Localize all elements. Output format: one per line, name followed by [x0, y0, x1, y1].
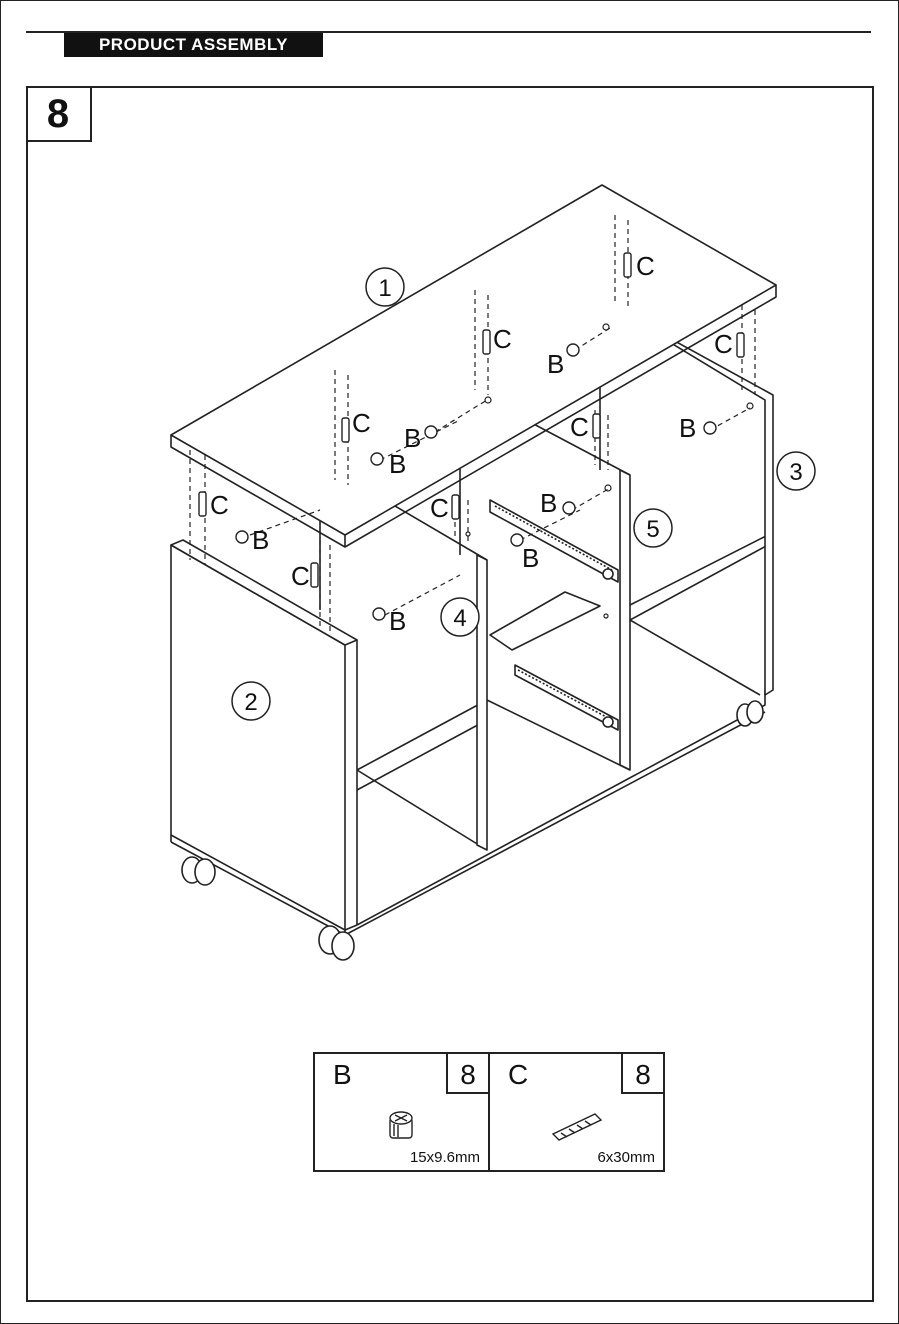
part-cell-b — [315, 1054, 488, 1170]
castor-back-right — [737, 701, 763, 726]
callout-top-panel: 1 — [378, 275, 392, 302]
right-divider-panel — [620, 470, 630, 770]
label-c: C — [291, 561, 310, 591]
part-letter: B — [333, 1059, 352, 1090]
part-quantity: 8 — [621, 1054, 663, 1094]
callout-center-divider: 4 — [453, 605, 467, 632]
part-size: 6x30mm — [597, 1149, 655, 1166]
label-c: C — [352, 408, 371, 438]
label-b: B — [404, 423, 422, 453]
part-cell-c — [488, 1054, 663, 1170]
label-b: B — [540, 488, 558, 518]
part-size: 15x9.6mm — [409, 1149, 480, 1166]
drawer-runner-lower — [515, 665, 618, 730]
label-b: B — [389, 449, 407, 479]
callout-right-side: 3 — [789, 459, 803, 486]
center-divider-panel — [477, 555, 487, 850]
label-b: B — [547, 349, 565, 379]
middle-shelf — [490, 592, 600, 650]
callout-left-side: 2 — [244, 689, 258, 716]
part-quantity: 8 — [446, 1054, 488, 1094]
cam-lock-icon — [382, 1104, 422, 1144]
top-panel — [171, 185, 776, 535]
label-b: B — [389, 606, 407, 636]
label-b: B — [252, 525, 270, 555]
castor-front-right — [319, 926, 354, 960]
callout-right-divider: 5 — [646, 516, 660, 543]
label-c: C — [714, 329, 733, 359]
label-c: C — [570, 412, 589, 442]
label-c: C — [493, 324, 512, 354]
section-title: PRODUCT ASSEMBLY — [64, 33, 323, 57]
step-number: 8 — [26, 86, 92, 142]
label-c: C — [636, 251, 655, 281]
hardware-table — [313, 1052, 665, 1172]
part-letter: C — [508, 1059, 529, 1090]
label-b: B — [522, 543, 540, 573]
wood-dowel-icon — [547, 1104, 607, 1144]
label-c: C — [210, 490, 229, 520]
castor-front-left — [182, 857, 215, 885]
label-b: B — [679, 413, 697, 443]
label-c: C — [430, 493, 449, 523]
